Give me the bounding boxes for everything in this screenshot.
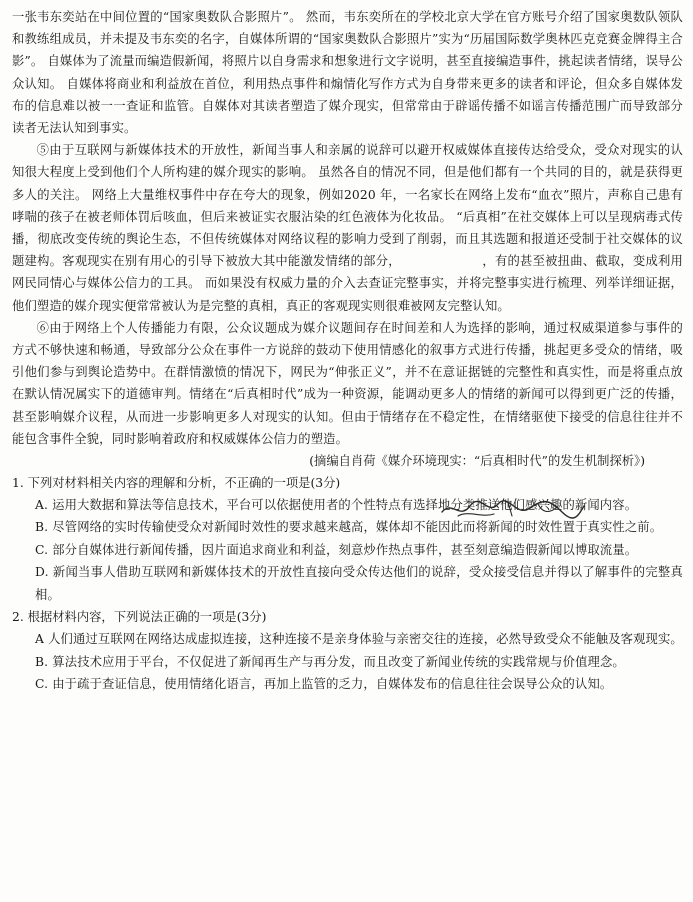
question-1 <box>12 472 683 606</box>
article-body <box>12 6 683 472</box>
question-1-stem: 1. 下列对材料相关内容的理解和分析，不正确的一项是(3分) <box>12 476 341 491</box>
question-1-option-c: C. 部分自媒体进行新闻传播，因片面追求商业和利益，刻意炒作热点事件，甚至刻意编造假新闻以博取流量。 <box>35 542 638 557</box>
question-2-stem: 2. 根据材料内容，下列说法正确的一项是(3分) <box>12 610 267 625</box>
article-attribution: (摘编自肖荷《媒介环境现实：“后真相时代”的发生机制探析》) <box>309 454 645 469</box>
question-2-option-a: A 人们通过互联网在网络达成虚拟连接，这种连接不是亲身体验与亲密交往的连接，必然导致受众不能触及客观现实。 <box>35 632 683 647</box>
question-2-option-b: B. 算法技术应用于平台，不仅促进了新闻再生产与再分发，而且改变了新闻业传统的实践常规与价值理念。 <box>35 654 625 669</box>
article-paragraph-5: ⑤由于互联网与新媒体技术的开放性，新闻当事人和亲属的说辞可以避开权威媒体直接传达给受众，受众对现实的认知很大程度上受到他们个人所构建的媒介现实的影响。 虽然各自的情况不同，但是他们都有一个共同的目的，就是获得更多人的关注。 网络上大量维权事件中存在夸大的现象，例如2020 年，一名家长在网络上发布“血衣”照片，声称自己患有哮喘的孩子在被老师体罚后咳血，但后来被证实衣服沾染的红色液体为化妆品。 “后真相”在社交媒体上可以呈现病毒式传播，彻底改变传统的舆论生态，不但传统媒体对网络议程的影响力受到了削弱，而且其选题和报道还受制于社交媒体的议题建构。客观现实在别有用心的引导下被放大其中能激发情绪的部分， ，有的甚至被扭曲、截取，变成利用网民同情心与媒体公信力的工具。 而如果没有权威力量的介入去查证完整事实，并将完整事实进行梳理、列举详细证据，他们塑造的媒介现实便常常被认为是完整的真相，真正的客观现实则很难被网友完整认知。 <box>12 143 683 313</box>
question-2 <box>12 606 683 695</box>
question-2-option-c: C. 由于疏于查证信息，使用情绪化语言，再加上监管的乏力，自媒体发布的信息往往会误导公众的认知。 <box>35 676 613 691</box>
question-1-options <box>12 494 683 606</box>
article-paragraph-6: ⑥由于网络上个人传播能力有限，公众议题成为媒介议题间存在时间差和人为选择的影响，通过权威渠道参与事件的方式不够快速和畅通，导致部分公众在事件一方说辞的鼓动下使用情感化的叙事方式进行传播，挑起更多受众的情绪，吸引他们参与到舆论造势中。在群情激愤的情况下，网民为“伸张正义”，并不在意证据链的完整性和真实性，而是将重点放在默认情况属实下的道德审判。情绪在“后真相时代”成为一种资源，能调动更多人的情绪的新闻可以得到更广泛的传播，甚至影响媒介议程，从而进一步影响更多人对现实的认知。但由于情绪存在不稳定性，在情绪驱使下接受的信息往往并不能包含事件全貌，同时影响着政府和权威媒体公信力的塑造。 <box>12 320 683 446</box>
question-1-option-b: B. 尽管网络的实时传输使受众对新闻时效性的要求越来越高，媒体却不能因此而将新闻的时效性置于真实性之前。 <box>35 520 663 535</box>
article-paragraph-4: 一张韦东奕站在中间位置的“国家奥数队合影照片”。 然而，韦东奕所在的学校北京大学在官方账号介绍了国家奥数队领队和教练组成员，并未提及韦东奕的名字，自媒体所谓的“国家奥数队合影照片”实为“历届国际数学奥林匹克竞赛金牌得主合影”。 自媒体为了流量而编造假新闻，将照片以自身需求和想象进行文字说明，甚至直接编造事件，挑起读者情绪，误导公众认知。 自媒体将商业和利益放在首位，利用热点事件和煽情化写作方式为自身带来更多的读者和评论，但众多自媒体发布的信息难以被一一查证和监管。自媒体对其读者塑造了媒介现实，但常常由于辟谣传播不如谣言传播范围广而导致部分读者无法认知到事实。 <box>12 10 683 136</box>
question-1-option-d: D. 新闻当事人借助互联网和新媒体技术的开放性直接向受众传达他们的说辞，受众接受信息并得以了解事件的完整真相。 <box>35 565 683 602</box>
question-1-option-a: A. 运用大数据和算法等信息技术，平台可以依据使用者的个性特点有选择地分类推送他们感兴趣的新闻内容。 <box>35 498 638 513</box>
question-2-options <box>12 628 683 695</box>
